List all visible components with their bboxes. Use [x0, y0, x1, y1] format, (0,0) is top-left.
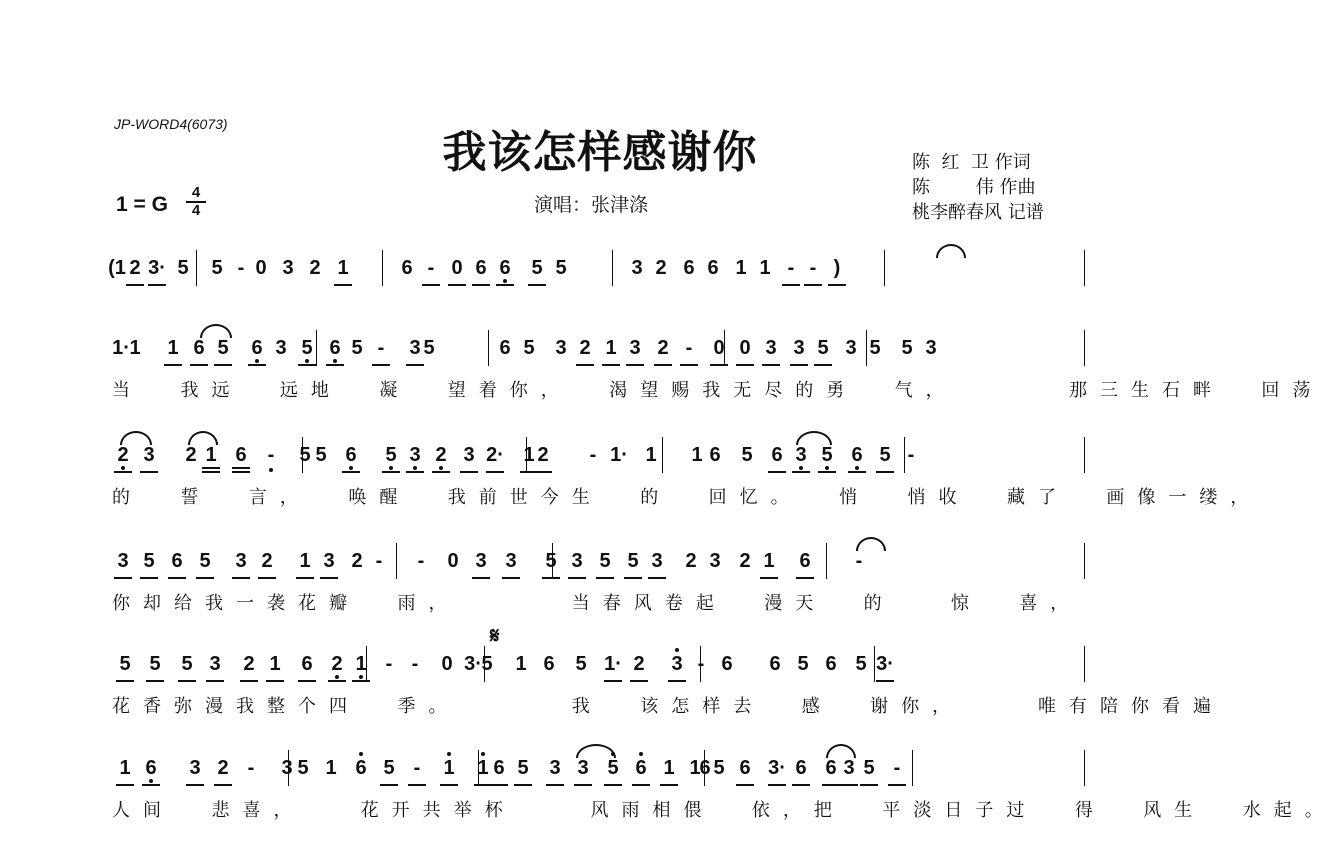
- extension-dash: -: [385, 653, 393, 675]
- note: 5: [423, 337, 435, 359]
- note: 3: [555, 337, 567, 359]
- note: 5: [860, 750, 878, 786]
- note: 6: [707, 257, 719, 279]
- note: 2: [214, 750, 232, 786]
- bar-line: [1084, 750, 1085, 786]
- note: 3: [406, 437, 424, 473]
- extension-dash: -: [375, 550, 383, 572]
- note: 6: [298, 646, 316, 682]
- note: 6: [499, 337, 511, 359]
- note: ): [828, 250, 846, 286]
- page-title: 我该怎样感谢你: [442, 127, 758, 178]
- note: 2: [576, 330, 594, 366]
- note: 3: [281, 757, 293, 779]
- bar-line: [484, 646, 485, 682]
- bar-line: [488, 330, 489, 366]
- note: 5: [351, 337, 363, 359]
- staff-row: [112, 646, 1224, 734]
- time-signature-top: 4: [191, 184, 201, 201]
- note: 5: [604, 750, 622, 786]
- bar-line: [874, 646, 875, 682]
- note: 2: [309, 257, 321, 279]
- note: 5: [528, 250, 546, 286]
- note: 3·: [768, 750, 786, 786]
- note: 1·: [112, 337, 130, 359]
- extension-dash: -: [422, 250, 440, 286]
- note: 5: [481, 653, 493, 675]
- note: 1: [202, 437, 220, 473]
- note: 3: [472, 543, 490, 579]
- note: 2: [654, 330, 672, 366]
- note: 3: [574, 750, 592, 786]
- note: 1: [660, 750, 678, 786]
- bar-line: [904, 437, 905, 473]
- note: 6: [848, 437, 866, 473]
- note: 2: [655, 257, 667, 279]
- note: 3·: [876, 646, 894, 682]
- note: 1: [474, 750, 492, 786]
- note: 1: [760, 543, 778, 579]
- lyrics-line: [112, 296, 1092, 322]
- note: 6: [709, 444, 721, 466]
- bar-line: [884, 250, 885, 286]
- time-signature: [186, 186, 206, 218]
- bar-line: [1084, 543, 1085, 579]
- note: 5: [818, 437, 836, 473]
- note: 2: [630, 646, 648, 682]
- note: (1: [108, 257, 126, 279]
- note: 3: [282, 257, 294, 279]
- note: 6: [721, 653, 733, 675]
- note: 3: [840, 750, 858, 786]
- note: 5: [299, 444, 311, 466]
- note: 0: [736, 330, 754, 366]
- note: 3: [668, 646, 686, 682]
- staff-row: [112, 750, 1336, 838]
- note: 3: [648, 543, 666, 579]
- note: 3: [320, 543, 338, 579]
- note: 5: [211, 257, 223, 279]
- note: 5: [514, 750, 532, 786]
- note: 3: [502, 543, 520, 579]
- notation-line: [112, 750, 1092, 790]
- lyrics-line: 人间 悲喜， 花开共举杯 风雨相偎 依，把 平淡日子过 得 风生 水起。: [112, 800, 1336, 821]
- note: 6: [822, 750, 840, 786]
- bar-line: [1084, 250, 1085, 286]
- note: 1: [296, 543, 314, 579]
- note: 3: [114, 543, 132, 579]
- note: 6: [352, 750, 370, 786]
- note: 2: [534, 437, 552, 473]
- credits: [912, 150, 1044, 225]
- extension-dash: -: [408, 750, 426, 786]
- notation-line: [112, 437, 1092, 477]
- bar-line: [912, 750, 913, 786]
- note: 6: [496, 250, 514, 286]
- note: 2: [126, 250, 144, 286]
- note: 2: [114, 437, 132, 473]
- note: 3: [709, 550, 721, 572]
- note: 1: [129, 337, 141, 359]
- bar-line: [826, 543, 827, 579]
- notation-line: [112, 330, 1092, 370]
- lyrics-line: 的 誓 言， 唤醒 我前世今生 的 回忆。 悄 悄收 藏了 画像一缕，: [112, 487, 1262, 508]
- extension-dash: -: [589, 444, 597, 466]
- note: 6: [142, 750, 160, 786]
- bar-line: [316, 330, 317, 366]
- bar-line: [382, 250, 383, 286]
- source-label: JP-WORD4(6073): [114, 116, 228, 132]
- lyricist-credit: 陈 红 卫 作词: [912, 152, 1031, 173]
- note: 5: [380, 750, 398, 786]
- note: 6: [326, 330, 344, 366]
- bar-line: [1084, 330, 1085, 366]
- note: 5: [196, 543, 214, 579]
- note: 2: [685, 550, 697, 572]
- note: 2: [351, 550, 363, 572]
- extension-dash: -: [372, 330, 390, 366]
- note: 6: [168, 543, 186, 579]
- note: 3: [568, 543, 586, 579]
- note: 1: [520, 437, 538, 473]
- notation-line: [112, 646, 1092, 686]
- bar-line: [612, 250, 613, 286]
- note: 1: [440, 750, 458, 786]
- bar-line: [1084, 437, 1085, 473]
- note: 5: [140, 543, 158, 579]
- extension-dash: -: [907, 444, 915, 466]
- note: 0: [710, 330, 728, 366]
- note: 2: [185, 444, 197, 466]
- segno-sign: 𝄋: [490, 624, 500, 649]
- extension-dash: -: [680, 330, 698, 366]
- tie-arc: [826, 744, 856, 758]
- note: 6: [248, 330, 266, 366]
- bar-line: [1084, 646, 1085, 682]
- extension-dash: -: [262, 437, 280, 473]
- note: 5: [575, 653, 587, 675]
- bar-line: [704, 750, 705, 786]
- note: 6: [190, 330, 208, 366]
- bar-line: [302, 437, 303, 473]
- bar-line: [700, 646, 701, 682]
- note: 6: [472, 250, 490, 286]
- note: 5: [298, 330, 316, 366]
- note: 1: [116, 750, 134, 786]
- note: 5: [876, 437, 894, 473]
- note: 0: [448, 250, 466, 286]
- tie-arc: [576, 744, 616, 758]
- tie-arc: [120, 431, 152, 445]
- extension-dash: -: [782, 250, 800, 286]
- note: 5: [624, 543, 642, 579]
- note: 6: [736, 750, 754, 786]
- note: 3: [790, 330, 808, 366]
- note: 3: [925, 337, 937, 359]
- note: 2: [240, 646, 258, 682]
- bar-line: [196, 250, 197, 286]
- note: 5: [596, 543, 614, 579]
- note: 3: [546, 750, 564, 786]
- transcriber-credit: 桃李醉春风 记谱: [912, 202, 1044, 223]
- note: 3: [206, 646, 224, 682]
- note: 2: [328, 646, 346, 682]
- note: 3: [845, 337, 857, 359]
- note: 5: [741, 444, 753, 466]
- singer: 演唱：张津涤: [534, 194, 649, 216]
- note: 6: [792, 750, 810, 786]
- notation-line: [112, 543, 1092, 583]
- time-signature-bottom: 4: [191, 202, 201, 219]
- note: 1: [515, 653, 527, 675]
- bar-line: [366, 646, 367, 682]
- note: 6: [699, 757, 711, 779]
- note: 6: [401, 257, 413, 279]
- lyrics-line: 花香弥漫我整个四 季。 我 该怎样去 感 谢你， 唯有陪你看遍: [112, 696, 1224, 717]
- note: 3: [762, 330, 780, 366]
- staff-row: [112, 330, 1324, 418]
- note: 3: [626, 330, 644, 366]
- note: 3: [460, 437, 478, 473]
- composer-credit: 陈 伟 作曲: [912, 177, 1036, 198]
- bar-line: [396, 543, 397, 579]
- notation-line: [108, 250, 1092, 290]
- tie-arc: [856, 537, 886, 551]
- note: 1: [602, 330, 620, 366]
- tie-arc: [796, 431, 832, 445]
- bar-line: [526, 437, 527, 473]
- note: 6: [232, 437, 250, 473]
- bar-line: [478, 750, 479, 786]
- staff-row: [112, 543, 1092, 631]
- extension-dash: -: [888, 750, 906, 786]
- extension-dash: -: [697, 653, 705, 675]
- note: 5: [555, 257, 567, 279]
- note: 6: [490, 750, 508, 786]
- note: 1: [735, 257, 747, 279]
- bar-line: [662, 437, 663, 473]
- note: 5: [814, 330, 832, 366]
- note: 1: [759, 257, 771, 279]
- extension-dash: -: [417, 550, 425, 572]
- note: 1: [352, 646, 370, 682]
- note: 3: [275, 337, 287, 359]
- note: 1: [164, 330, 182, 366]
- note: 6: [342, 437, 360, 473]
- note: 2: [432, 437, 450, 473]
- note: 3·: [148, 250, 166, 286]
- key-signature: 1 = G: [116, 193, 168, 216]
- tie-arc: [188, 431, 218, 445]
- staff-row: [112, 437, 1262, 525]
- note: 3: [140, 437, 158, 473]
- note: 3: [631, 257, 643, 279]
- staff-row: [108, 250, 1092, 338]
- lyrics-line: 当 我远 远地 凝 望着你， 渴望赐我无尽的勇 气， 那三生石畔 回荡: [112, 380, 1324, 401]
- note: 3: [186, 750, 204, 786]
- note: 5: [855, 653, 867, 675]
- note: 1: [689, 757, 701, 779]
- lyrics-line: 你却给我一袭花瓣 雨， 当春风卷起 漫天 的 惊 喜，: [112, 593, 1082, 614]
- bar-line: [288, 750, 289, 786]
- note: 6: [796, 543, 814, 579]
- note: 5: [797, 653, 809, 675]
- note: 5: [901, 337, 913, 359]
- note: 1: [334, 250, 352, 286]
- note: 0: [447, 550, 459, 572]
- note: 5: [146, 646, 164, 682]
- note: 1: [325, 757, 337, 779]
- note: 5: [177, 257, 189, 279]
- note: 5: [297, 757, 309, 779]
- note: 1·: [610, 444, 628, 466]
- note: 1: [266, 646, 284, 682]
- note: 5: [382, 437, 400, 473]
- note: 0: [441, 653, 453, 675]
- note: 6: [683, 257, 695, 279]
- note: 5: [542, 543, 560, 579]
- note: 1·: [604, 646, 622, 682]
- extension-dash: -: [804, 250, 822, 286]
- note: 2: [258, 543, 276, 579]
- extension-dash: -: [247, 757, 255, 779]
- note: 3: [792, 437, 810, 473]
- note: 5: [214, 330, 232, 366]
- note: 5: [523, 337, 535, 359]
- note: 1: [691, 444, 703, 466]
- extension-dash: -: [855, 550, 863, 572]
- note: 2: [739, 550, 751, 572]
- note: 6: [825, 653, 837, 675]
- note: 6: [769, 653, 781, 675]
- note: 5: [116, 646, 134, 682]
- note: 5: [178, 646, 196, 682]
- note: 1: [645, 444, 657, 466]
- note: 2·: [486, 437, 504, 473]
- note: 6: [768, 437, 786, 473]
- tie-arc: [936, 244, 966, 258]
- note: 5: [713, 757, 725, 779]
- note: 6: [543, 653, 555, 675]
- bar-line: [724, 330, 725, 366]
- note: 6: [632, 750, 650, 786]
- note: 5: [315, 444, 327, 466]
- note: 3: [406, 330, 424, 366]
- bar-line: [866, 330, 867, 366]
- note: 5: [869, 337, 881, 359]
- extension-dash: -: [237, 257, 245, 279]
- note: 3·: [464, 653, 482, 675]
- bar-line: [552, 543, 553, 579]
- note: 3: [232, 543, 250, 579]
- note: 0: [255, 257, 267, 279]
- extension-dash: -: [411, 653, 419, 675]
